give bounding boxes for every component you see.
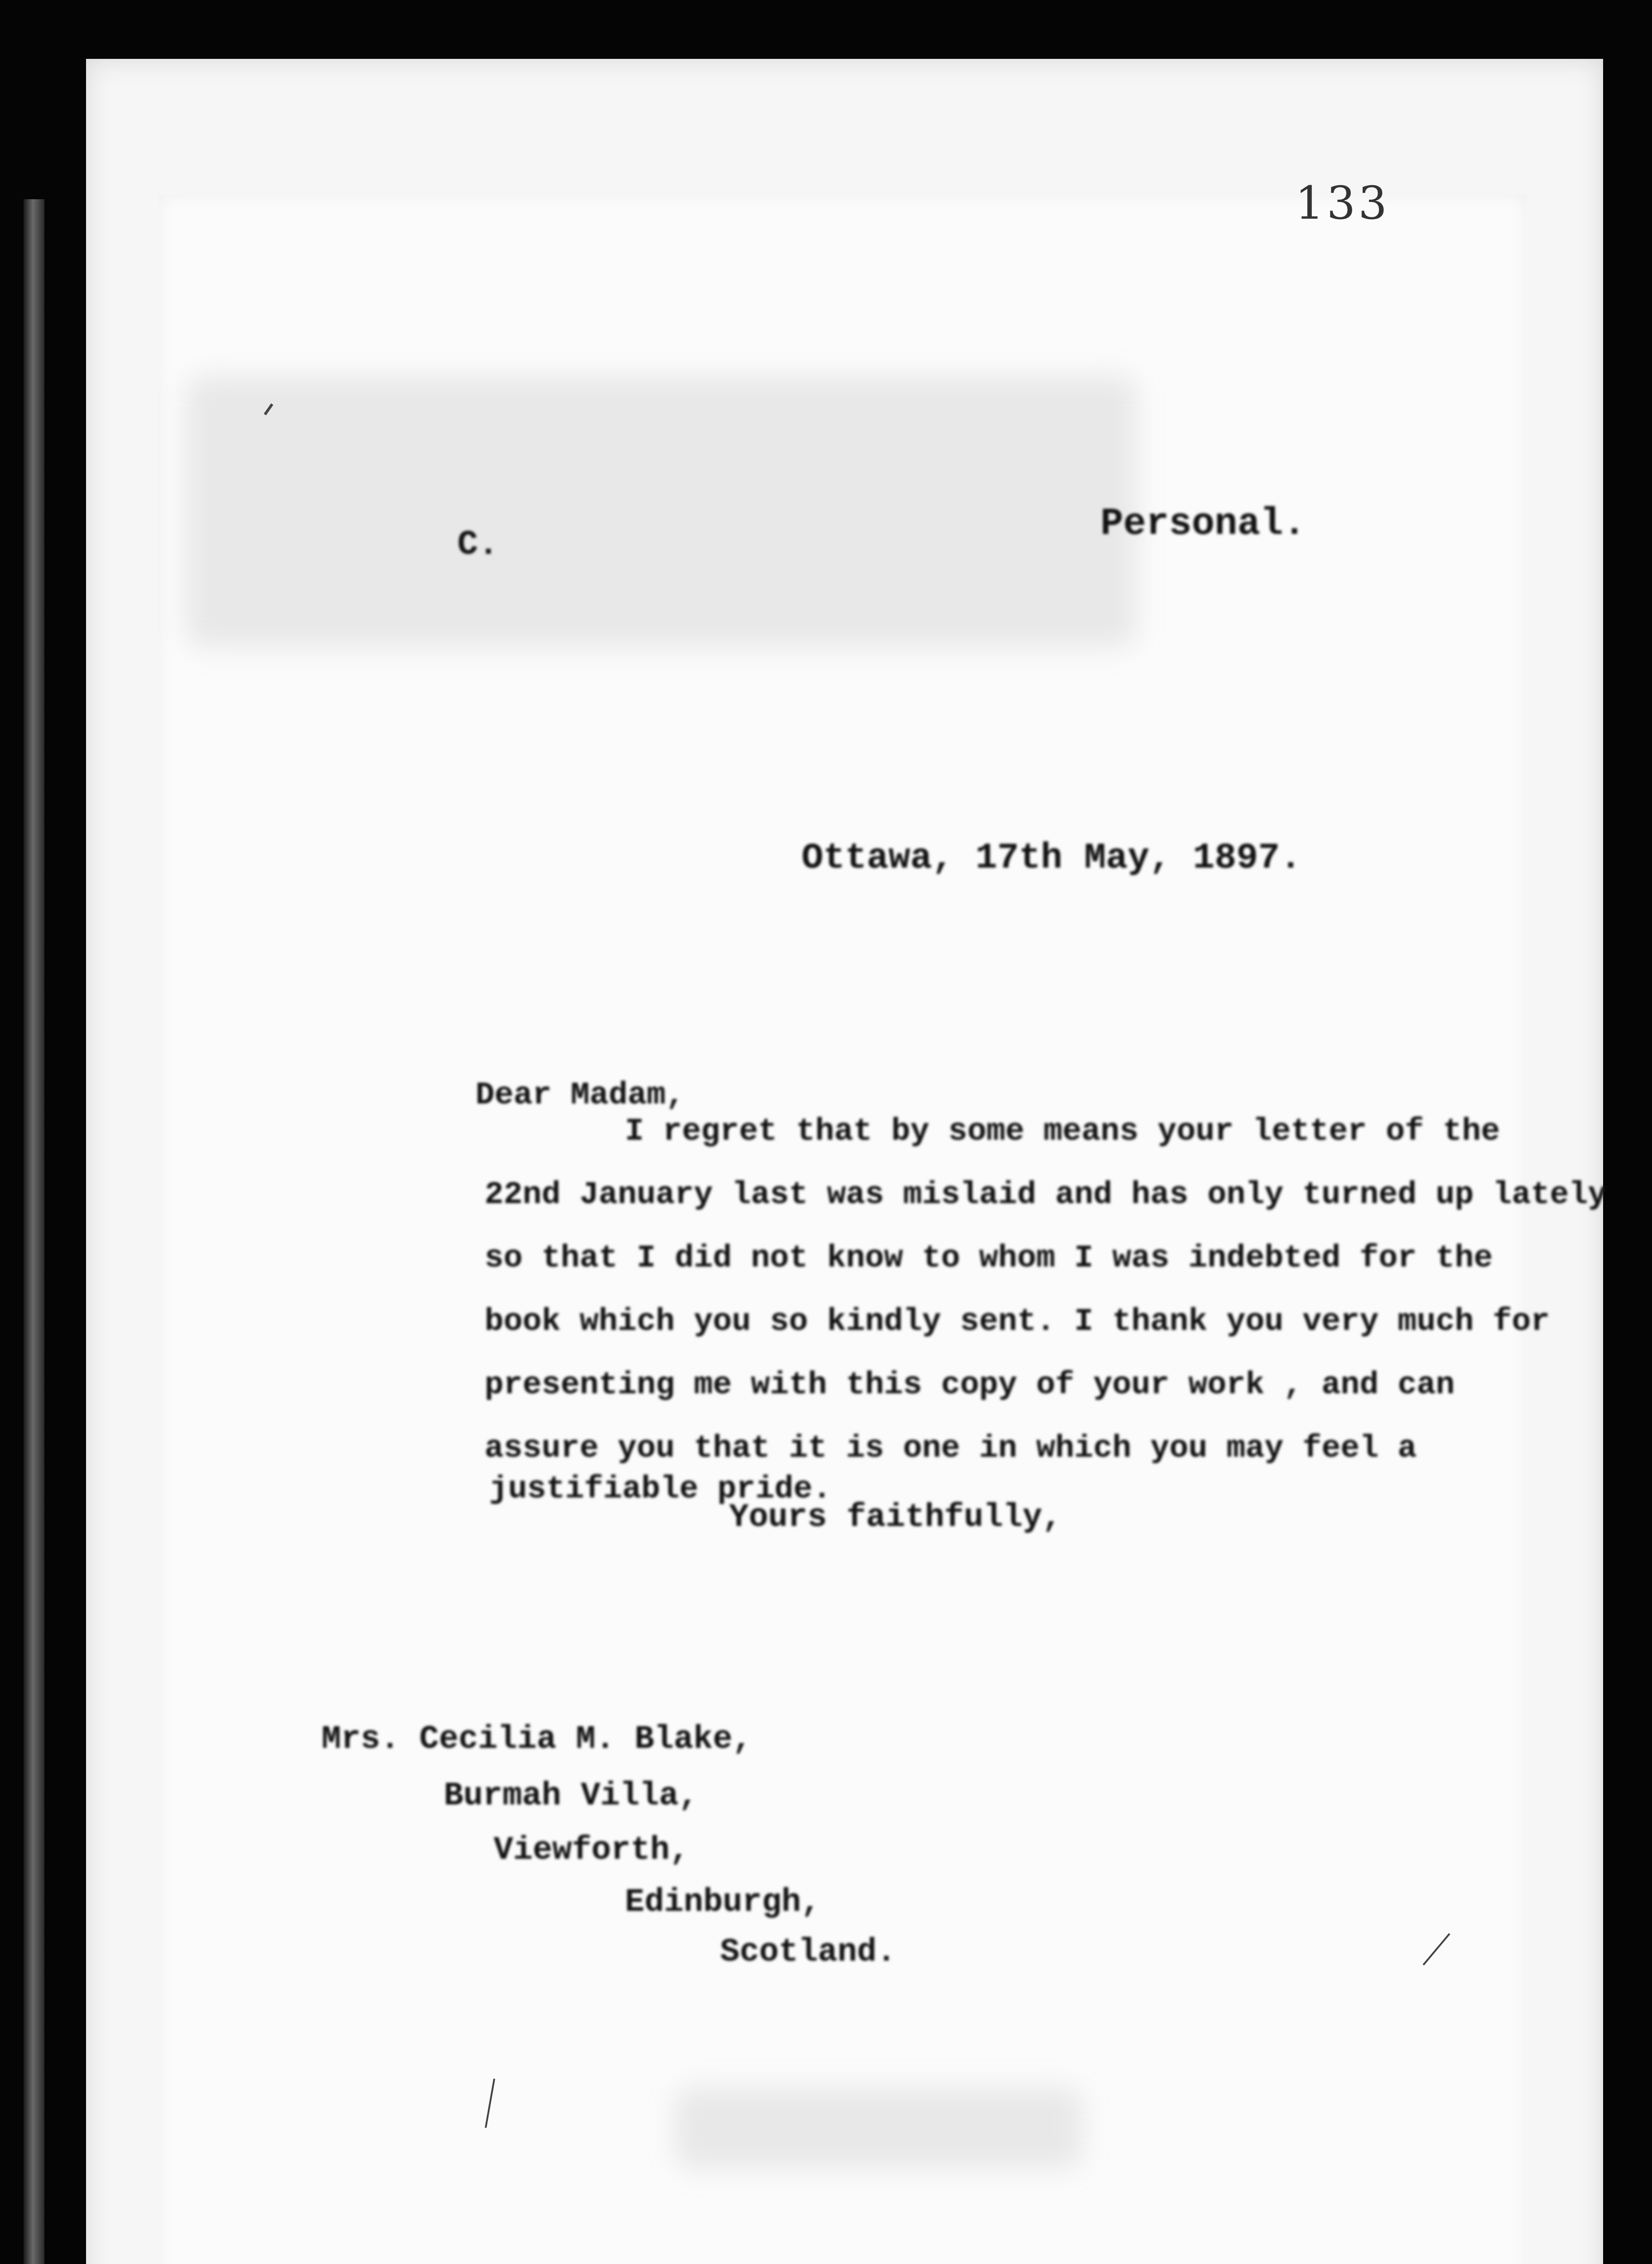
personal-marking: Personal. xyxy=(1100,503,1306,546)
body-line: justifiable pride. xyxy=(489,1472,832,1507)
file-letter: C. xyxy=(457,525,499,564)
body-line: assure you that it is one in which you may feel a xyxy=(485,1431,1417,1467)
page-edge-shadow xyxy=(24,199,44,2264)
body-line: book which you so kindly sent. I thank you very much for xyxy=(485,1304,1550,1340)
body-line: so that I did not know to whom I was indebted for the xyxy=(485,1241,1493,1276)
salutation: Dear Madam, xyxy=(475,1078,685,1113)
folio-number: 133 xyxy=(1295,177,1390,230)
bleed-through-smudge xyxy=(675,2087,1082,2169)
address-line: Viewforth, xyxy=(494,1832,690,1869)
bleed-through-shadow xyxy=(186,376,1137,648)
address-line: Burmah Villa, xyxy=(444,1777,698,1814)
address-line: Mrs. Cecilia M. Blake, xyxy=(322,1721,752,1758)
body-line: 22nd January last was mislaid and has only turned up lately xyxy=(485,1177,1607,1213)
address-line: Edinburgh, xyxy=(625,1884,821,1921)
address-line: Scotland. xyxy=(720,1933,896,1971)
body-line: presenting me with this copy of your work , and can xyxy=(485,1367,1455,1403)
body-line: I regret that by some means your letter of the xyxy=(625,1114,1500,1150)
dateline: Ottawa, 17th May, 1897. xyxy=(802,838,1302,879)
complimentary-closing: Yours faithfully, xyxy=(729,1499,1062,1536)
